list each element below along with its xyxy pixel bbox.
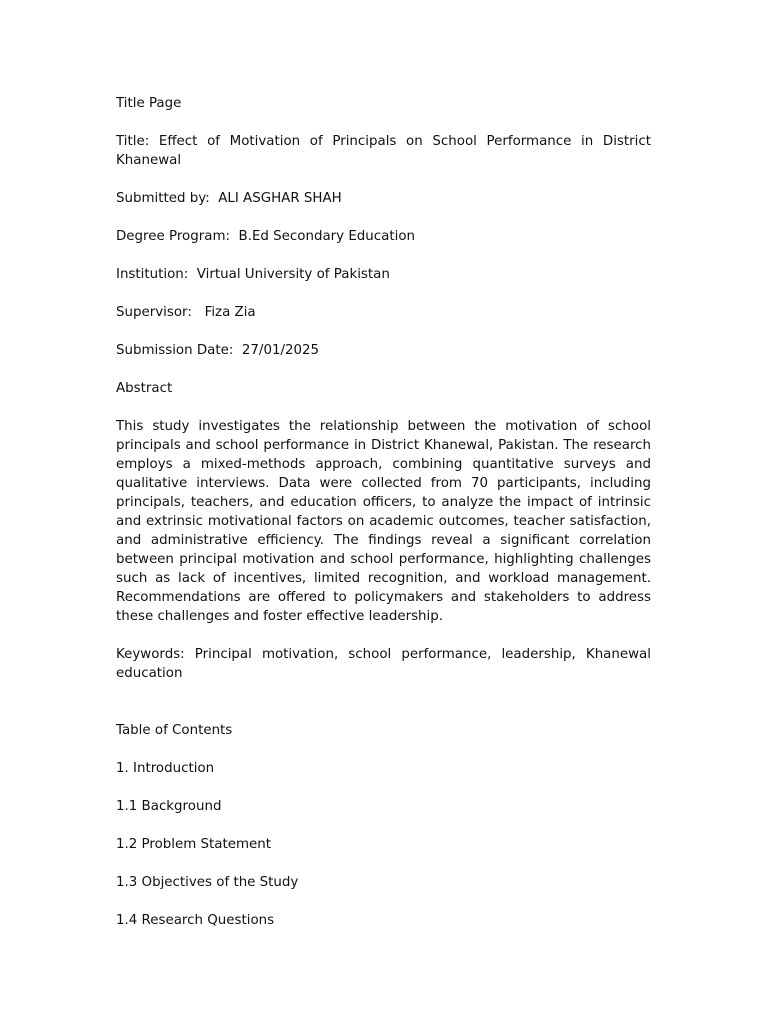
toc-item: 1.3 Objectives of the Study bbox=[116, 875, 299, 890]
supervisor: Supervisor: Fiza Zia bbox=[116, 305, 256, 320]
toc-heading: Table of Contents bbox=[116, 723, 233, 738]
toc-item: 1.4 Research Questions bbox=[116, 913, 275, 928]
thesis-title: Title: Effect of Motivation of Principals on School Performance in District Khanewal bbox=[116, 134, 651, 168]
toc-item: 1. Introduction bbox=[116, 761, 215, 776]
toc-item: 1.1 Background bbox=[116, 799, 222, 814]
submitted-by: Submitted by: ALI ASGHAR SHAH bbox=[116, 191, 342, 206]
keywords: Keywords: Principal motivation, school performance, leadership, Khanewal education bbox=[116, 647, 651, 681]
institution: Institution: Virtual University of Pakistan bbox=[116, 267, 390, 282]
submission-date: Submission Date: 27/01/2025 bbox=[116, 343, 320, 358]
document-content bbox=[116, 94, 651, 949]
title-page-heading: Title Page bbox=[116, 96, 182, 111]
toc-item: 1.2 Problem Statement bbox=[116, 837, 272, 852]
abstract-text: This study investigates the relationship between the motivation of school principals and school performance in District Khanewal, Pakistan. The research employs a mixed-methods approach, combining quantitative surveys and qualitative interviews. Data were collected from 70 participants, including principals, teachers, and education officers, to analyze the impact of intrinsic and extrinsic motivational factors on academic outcomes, teacher satisfaction, and administrative efficiency. The findings reveal a significant correlation between principal motivation and school performance, highlighting challenges such as lack of incentives, limited recognition, and workload management. Recommendations are offered to policymakers and stakeholders to address these challenges and foster effective leadership. bbox=[116, 419, 651, 624]
degree-program: Degree Program: B.Ed Secondary Education bbox=[116, 229, 416, 244]
abstract-heading: Abstract bbox=[116, 381, 173, 396]
